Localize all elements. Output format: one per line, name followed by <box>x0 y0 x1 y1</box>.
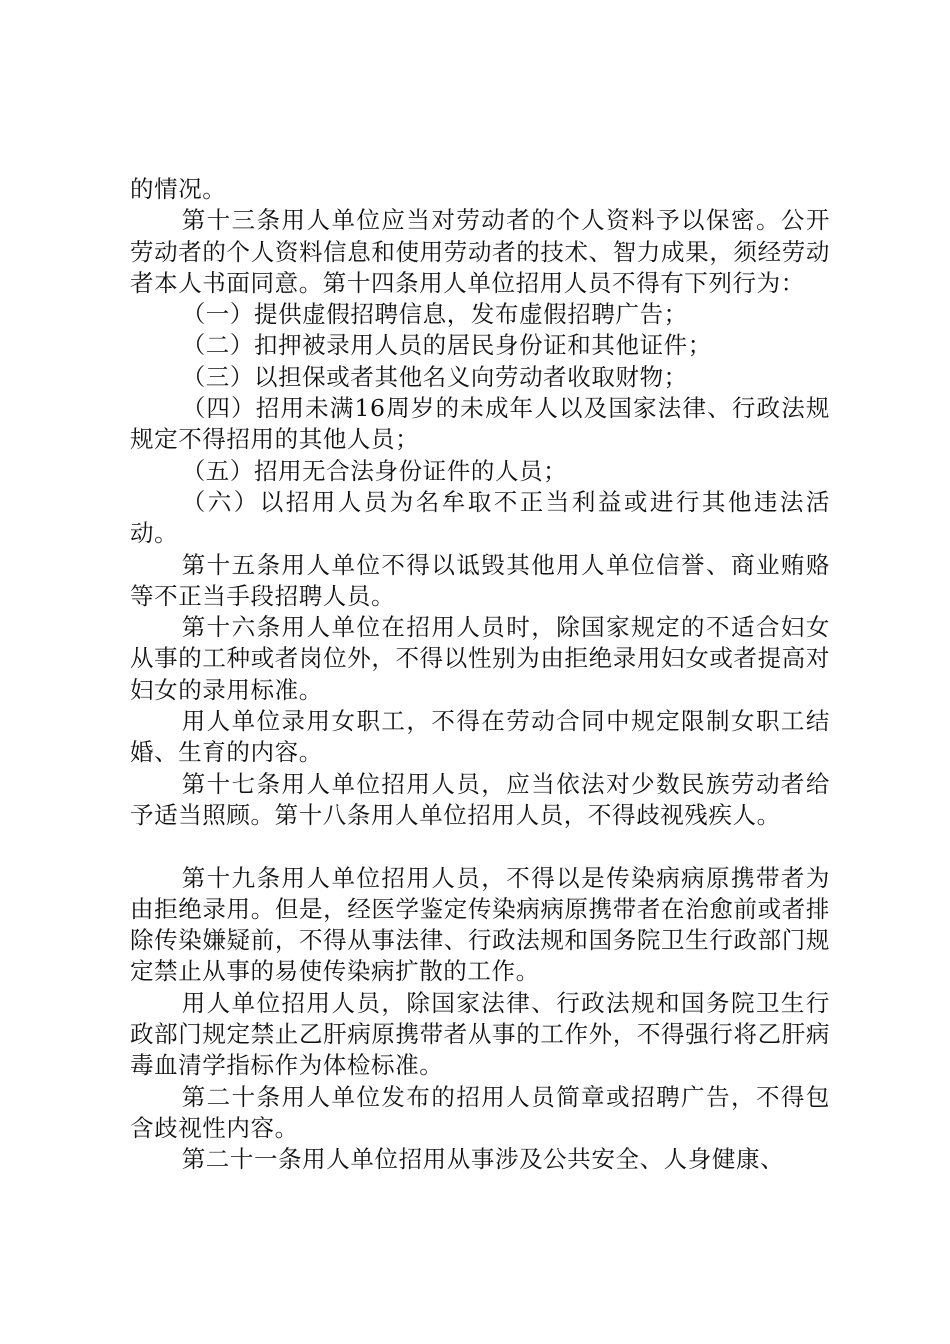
paragraph-article-20: 第二十条用人单位发布的招用人员简章或招聘广告，不得包含歧视性内容。 <box>130 1082 830 1142</box>
paragraph-article-21: 第二十一条用人单位招用从事涉及公共安全、人身健康、 <box>181 1145 785 1174</box>
list-item-1: （一）提供虚假招聘信息，发布虚假招聘广告； <box>181 300 688 329</box>
paragraph-article-19: 第十九条用人单位招用人员，不得以是传染病病原携带者为由拒绝录用。但是，经医学鉴定传染病病原携带者在治愈前或者排除传染嫌疑前，不得从事法律、行政法规和国务院卫生行政部门规定禁止从事的易使传染病扩散的工作。 <box>130 863 830 986</box>
list-item-3: （三）以担保或者其他名义向劳动者收取财物； <box>181 362 688 391</box>
paragraph-female-employees: 用人单位录用女职工，不得在劳动合同中规定限制女职工结婚、生育的内容。 <box>130 707 830 767</box>
list-item-6: （六）以招用人员为名牟取不正当利益或进行其他违法活动。 <box>130 487 830 548</box>
paragraph-gap <box>130 831 830 862</box>
paragraph-article-13-14: 第十三条用人单位应当对劳动者的个人资料予以保密。公开劳动者的个人资料信息和使用劳动者的技术、智力成果，须经劳动者本人书面同意。第十四条用人单位招用人员不得有下列行为： <box>130 206 830 297</box>
paragraph-article-16: 第十六条用人单位在招用人员时，除国家规定的不适合妇女从事的工种或者岗位外，不得以性别为由拒绝录用妇女或者提高对妇女的录用标准。 <box>130 613 830 704</box>
list-item-2: （二）扣押被录用人员的居民身份证和其他证件； <box>181 331 712 360</box>
paragraph-continuation: 的情况。 <box>130 175 227 203</box>
list-item-4: （四）招用未满16周岁的未成年人以及国家法律、行政法规规定不得招用的其他人员； <box>130 394 830 454</box>
paragraph-article-15: 第十五条用人单位不得以诋毁其他用人单位信誉、商业贿赂等不正当手段招聘人员。 <box>130 550 830 610</box>
list-item-5: （五）招用无合法身份证件的人员； <box>181 456 568 485</box>
paragraph-hepatitis-b: 用人单位招用人员，除国家法律、行政法规和国务院卫生行政部门规定禁止乙肝病原携带者从事的工作外，不得强行将乙肝病毒血清学指标作为体检标准。 <box>130 988 830 1080</box>
paragraph-article-17-18: 第十七条用人单位招用人员，应当依法对少数民族劳动者给予适当照顾。第十八条用人单位招用人员，不得歧视残疾人。 <box>130 769 830 829</box>
document-body <box>130 174 830 1176</box>
